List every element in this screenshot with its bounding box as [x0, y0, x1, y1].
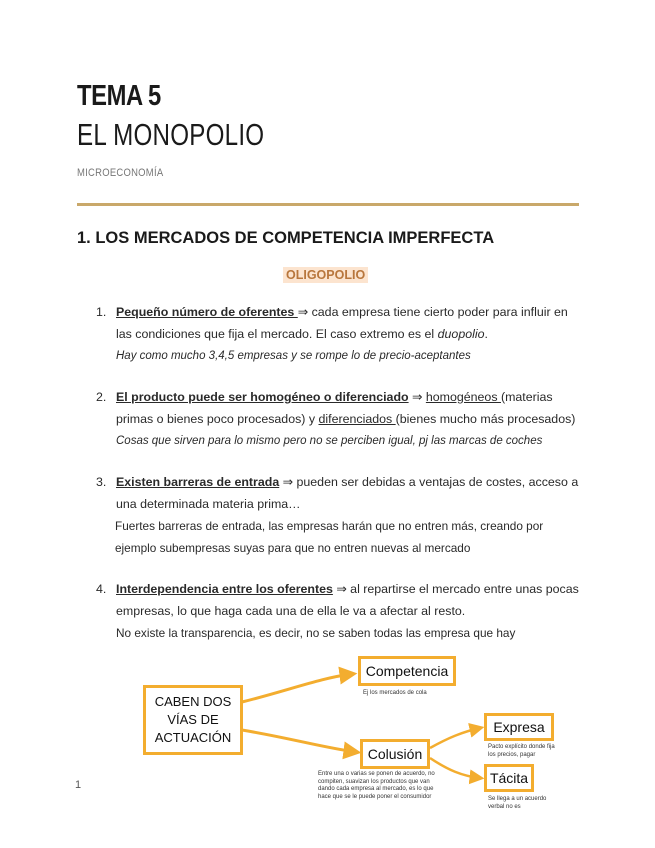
section-heading: 1. LOS MERCADOS DE COMPETENCIA IMPERFECTA — [77, 229, 495, 247]
item-tail: . — [484, 327, 488, 341]
document-title: EL MONOPOLIO — [77, 117, 265, 152]
item-note: Hay como mucho 3,4,5 empresas y se rompe lo de precio-aceptantes — [116, 350, 471, 362]
tacita-box: Tácita — [484, 764, 534, 792]
item-underlined-term: homogéneos — [425, 390, 501, 404]
expresa-note: Pacto explícito donde fija los precios, pagar — [488, 744, 555, 758]
item-text: (bienes mucho más procesados) — [395, 412, 576, 426]
item-note: Fuertes barreras de entrada, las empresas harán que no entren más, creando por ejemplo subempresas suyas para que no entren nuevas al mercado — [115, 519, 544, 555]
item-text: ⇒ pueden ser debidas a ventajas de costes, acceso a una determinada materia prima… — [116, 475, 579, 511]
item-lead: Existen barreras de entrada — [116, 475, 280, 489]
item-number: 1. — [96, 305, 107, 319]
competencia-note: Ej los mercados de cola — [363, 690, 427, 696]
item-text: ⇒ — [408, 390, 426, 404]
arrow-to-expresa — [430, 728, 480, 748]
item-number: 4. — [96, 582, 107, 596]
colusion-box: Colusión — [360, 739, 430, 769]
item-note: Cosas que sirven para lo mismo pero no se perciben igual, pj las marcas de coches — [116, 435, 543, 447]
item-lead: Pequeño número de oferentes — [116, 305, 298, 319]
item-note: No existe la transparencia, es decir, no se saben todas las empresa que hay — [116, 626, 516, 640]
item-lead: El producto puede ser homogéneo o diferenciado — [116, 390, 409, 404]
subject-label: MICROECONOMÍA — [77, 167, 164, 179]
expresa-box: Expresa — [484, 713, 554, 741]
item-emphasis: duopolio — [437, 327, 485, 341]
arrow-to-colusion — [242, 730, 356, 752]
competencia-box: Competencia — [358, 656, 456, 686]
main-box: CABEN DOS VÍAS DE ACTUACIÓN — [143, 685, 243, 755]
item-number: 2. — [96, 390, 107, 404]
item-text: (materias primas o bienes poco procesados) y — [116, 390, 553, 426]
tacita-note: Se llega a un acuerdo verbal no es — [488, 796, 547, 810]
tema-label: TEMA 5 — [77, 80, 161, 112]
item-underlined-term: diferenciados — [318, 412, 396, 426]
item-number: 3. — [96, 475, 107, 489]
page-number: 1 — [75, 779, 82, 791]
oligopolio-tag: OLIGOPOLIO — [283, 267, 368, 283]
colusion-note: Entre una o varias se ponen de acuerdo, no compiten, suavizan los productos que van dando cada empresa al mercado, es lo que hace que se le puede poner el consumidor — [318, 771, 435, 800]
item-text: ⇒ cada empresa tiene cierto poder para influir en las condiciones que fija el mercado. El caso extremo es el — [116, 305, 568, 341]
item-lead: Interdependencia entre los oferentes — [116, 582, 333, 596]
arrow-to-competencia — [242, 674, 352, 702]
item-text: ⇒ al repartirse el mercado entre unas pocas empresas, lo que haga cada una de ella le va a afectar al resto. — [116, 582, 579, 618]
